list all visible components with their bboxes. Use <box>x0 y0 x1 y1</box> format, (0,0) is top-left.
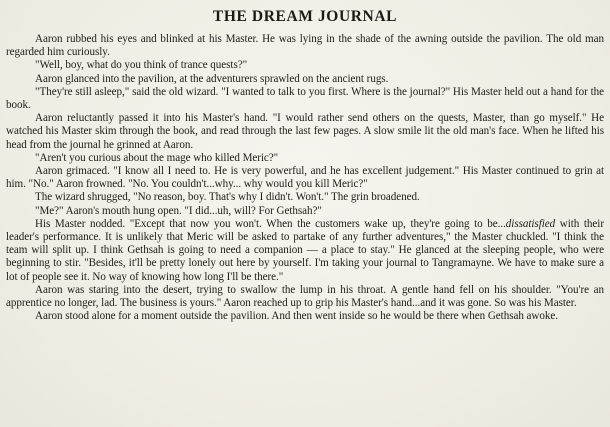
paragraph-10-end: with their leader's performance. It is unlikely that Meric will be asked to partake of any further adventures," the Master chuckled. "I think the team will split up. I think Gethsah is going to need a companion — a place to stay." He glanced at the sleeping people, who were beginning to stir. "Besides, it'll be pretty lonely out here by yourself. I'm taking your journal to Tangramayne. We have to make sure a lot of people see it. No way of knowing how long I'll be there." <box>6 217 604 283</box>
paragraph-11: Aaron was staring into the desert, trying to swallow the lump in his throat. A gentle hand fell on his shoulder. "You're an apprentice no longer, lad. The business is yours." Aaron reached up to grip his Master's hand...and it was gone. So was his Master. <box>6 283 604 310</box>
paragraph-6: "Aren't you curious about the mage who killed Meric?" <box>35 151 279 164</box>
paragraph-9: "Me?" Aaron's mouth hung open. "I did...uh, will? For Gethsah?" <box>35 204 322 217</box>
paragraph-5: Aaron reluctantly passed it into his Master's hand. "I would rather send others on the quests, Master, than go myself." He watched his Master skim through the book, and read through the last few pages. A slow smile lit the old man's face. When he lifted his head from the journal he grinned at Aaron. <box>6 112 604 151</box>
paragraph-10 <box>6 218 604 284</box>
paragraph-2: "Well, boy, what do you think of trance quests?" <box>35 59 248 72</box>
paragraph-8: The wizard shrugged, "No reason, boy. That's why I didn't. Won't." The grin broadened. <box>35 191 420 204</box>
paragraph-7: Aaron grimaced. "I know all I need to. He is very powerful, and he has excellent judgement." His Master continued to grin at him. "No." Aaron frowned. "No. You couldn't...why... why would you kill Meric?" <box>6 165 604 191</box>
paragraph-10-start: His Master nodded. "Except that now you won't. When the customers wake up, they're going to be... <box>35 217 506 230</box>
paragraph-4: "They're still asleep," said the old wizard. "I wanted to talk to you first. Where is the journal?" His Master held out a hand for the book. <box>6 85 604 112</box>
paragraph-3: Aaron glanced into the pavilion, at the adventurers sprawled on the ancient rugs. <box>35 72 389 85</box>
page-title: THE DREAM JOURNAL <box>212 8 398 25</box>
paragraph-12: Aaron stood alone for a moment outside the pavilion. And then went inside so he would be there when Gethsah awoke. <box>35 310 558 323</box>
paragraph-1: Aaron rubbed his eyes and blinked at his Master. He was lying in the shade of the awning outside the pavilion. The old man regarded him curiously. <box>6 33 604 59</box>
emphasized-word: dissatisfied <box>505 217 556 230</box>
story-body <box>6 33 604 323</box>
